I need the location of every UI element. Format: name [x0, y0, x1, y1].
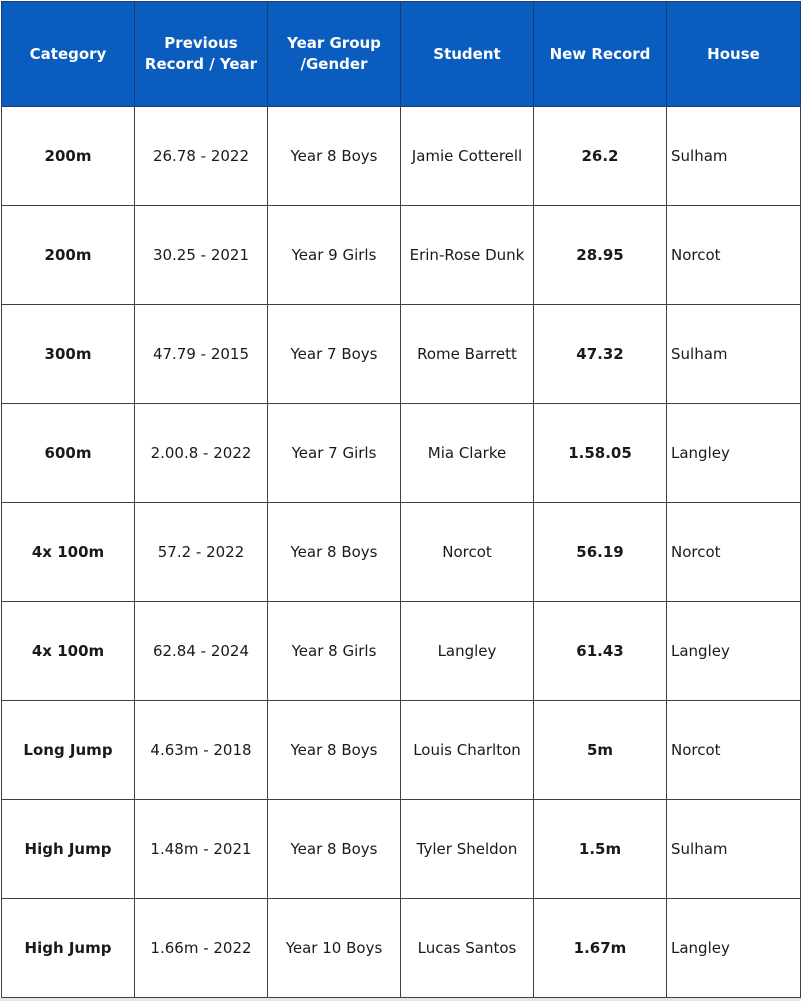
table-row — [2, 305, 801, 404]
house-cell: Norcot — [667, 701, 801, 800]
previous-record-cell: 30.25 - 2021 — [135, 206, 268, 305]
house-cell: Sulham — [667, 107, 801, 206]
header-new-record: New Record — [534, 2, 667, 107]
records-table — [1, 1, 801, 998]
header-row — [2, 2, 801, 107]
year-group-cell: Year 9 Girls — [268, 206, 401, 305]
student-cell: Tyler Sheldon — [401, 800, 534, 899]
house-cell: Norcot — [667, 503, 801, 602]
category-cell: Long Jump — [2, 701, 135, 800]
year-group-cell: Year 10 Boys — [268, 899, 401, 998]
category-cell: 4x 100m — [2, 602, 135, 701]
category-cell: 600m — [2, 404, 135, 503]
student-cell: Louis Charlton — [401, 701, 534, 800]
new-record-cell: 1.5m — [534, 800, 667, 899]
year-group-cell: Year 8 Boys — [268, 800, 401, 899]
previous-record-cell: 57.2 - 2022 — [135, 503, 268, 602]
house-cell: Langley — [667, 899, 801, 998]
table-row — [2, 107, 801, 206]
year-group-cell: Year 8 Boys — [268, 503, 401, 602]
student-cell: Norcot — [401, 503, 534, 602]
new-record-cell: 26.2 — [534, 107, 667, 206]
house-cell: Sulham — [667, 800, 801, 899]
student-cell: Lucas Santos — [401, 899, 534, 998]
previous-record-cell: 62.84 - 2024 — [135, 602, 268, 701]
header-student: Student — [401, 2, 534, 107]
header-year-group: Year Group /Gender — [268, 2, 401, 107]
table-row — [2, 602, 801, 701]
house-cell: Sulham — [667, 305, 801, 404]
student-cell: Mia Clarke — [401, 404, 534, 503]
new-record-cell: 1.58.05 — [534, 404, 667, 503]
new-record-cell: 47.32 — [534, 305, 667, 404]
table-row — [2, 503, 801, 602]
new-record-cell: 5m — [534, 701, 667, 800]
year-group-cell: Year 8 Boys — [268, 107, 401, 206]
table-row — [2, 206, 801, 305]
house-cell: Langley — [667, 602, 801, 701]
table-row — [2, 701, 801, 800]
previous-record-cell: 2.00.8 - 2022 — [135, 404, 268, 503]
header-house: House — [667, 2, 801, 107]
year-group-cell: Year 8 Girls — [268, 602, 401, 701]
student-cell: Jamie Cotterell — [401, 107, 534, 206]
category-cell: 200m — [2, 107, 135, 206]
student-cell: Rome Barrett — [401, 305, 534, 404]
new-record-cell: 56.19 — [534, 503, 667, 602]
category-cell: 4x 100m — [2, 503, 135, 602]
year-group-cell: Year 7 Boys — [268, 305, 401, 404]
table-header — [2, 2, 801, 107]
house-cell: Langley — [667, 404, 801, 503]
previous-record-cell: 47.79 - 2015 — [135, 305, 268, 404]
table-row — [2, 800, 801, 899]
year-group-cell: Year 8 Boys — [268, 701, 401, 800]
header-previous-record: Previous Record / Year — [135, 2, 268, 107]
header-category: Category — [2, 2, 135, 107]
new-record-cell: 1.67m — [534, 899, 667, 998]
category-cell: 300m — [2, 305, 135, 404]
new-record-cell: 28.95 — [534, 206, 667, 305]
table-row — [2, 899, 801, 998]
previous-record-cell: 26.78 - 2022 — [135, 107, 268, 206]
table-body — [2, 107, 801, 998]
student-cell: Langley — [401, 602, 534, 701]
student-cell: Erin-Rose Dunk — [401, 206, 534, 305]
table-row — [2, 404, 801, 503]
new-record-cell: 61.43 — [534, 602, 667, 701]
category-cell: 200m — [2, 206, 135, 305]
previous-record-cell: 4.63m - 2018 — [135, 701, 268, 800]
category-cell: High Jump — [2, 800, 135, 899]
previous-record-cell: 1.48m - 2021 — [135, 800, 268, 899]
previous-record-cell: 1.66m - 2022 — [135, 899, 268, 998]
year-group-cell: Year 7 Girls — [268, 404, 401, 503]
category-cell: High Jump — [2, 899, 135, 998]
house-cell: Norcot — [667, 206, 801, 305]
